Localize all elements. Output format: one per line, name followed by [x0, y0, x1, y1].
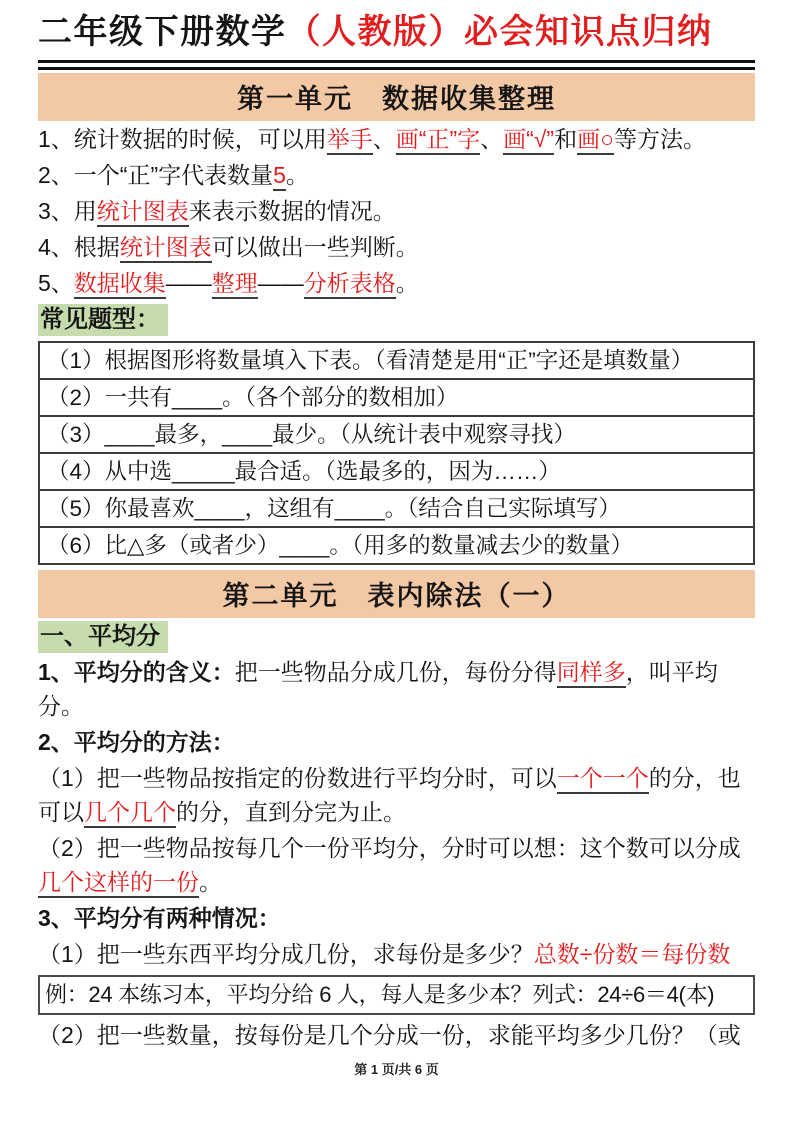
text-segment: 和: [554, 125, 578, 152]
text-segment: 总数÷份数＝每份数: [533, 940, 731, 967]
text-segment: 2、平均分的方法：: [38, 728, 235, 755]
section-heading-average-split: 一、平均分: [38, 621, 168, 653]
text-segment: （1）把一些东西平均分成几份，求每份是多少？: [38, 940, 534, 967]
unit1-banner: 第一单元 数据收集整理: [38, 73, 755, 121]
title-divider: [38, 60, 755, 70]
page-title-black: 二年级下册数学: [38, 13, 287, 51]
text-segment: 5: [273, 162, 286, 191]
text-segment: 的分，直到分完为止。: [176, 798, 406, 825]
table-row: [39, 527, 754, 564]
text-segment: 统计图表: [97, 198, 189, 227]
table-cell: （4）从中选_____最合适。（选最多的，因为……）: [39, 453, 754, 490]
text-segment: 画“√”: [503, 126, 554, 155]
table-cell: （6）比△多（或者少）____。（用多的数量减去少的数量）: [39, 527, 754, 564]
table-row: [39, 379, 754, 416]
text-segment: 4、根据: [38, 233, 120, 260]
common-types-label: 常见题型：: [38, 304, 168, 336]
unit1-item-2: [38, 158, 755, 192]
text-segment: 几个这样的一份: [38, 869, 199, 898]
unit2-paragraph-4: [38, 831, 755, 899]
table-row: [39, 342, 754, 379]
page-title: [38, 10, 755, 56]
unit1-item-1: [38, 122, 755, 156]
section-heading-row: [38, 618, 755, 654]
unit2-paragraph-7: （2）把一些数量，按每份是几个分成一份，求能平均多少几份？（或: [38, 1021, 741, 1048]
table-cell: （5）你最喜欢____，这组有____。（结合自己实际填写）: [39, 490, 754, 527]
table-cell: （3）____最多，____最少。（从统计表中观察寻找）: [39, 416, 754, 453]
unit2-heading-2: [38, 725, 755, 759]
text-segment: 、: [480, 125, 504, 152]
text-segment: 可以做出一些判断。: [211, 233, 419, 260]
table-row: [39, 416, 754, 453]
text-segment: 1、统计数据的时候，可以用: [38, 125, 327, 152]
text-segment: 2、一个“正”字代表数量: [38, 161, 274, 188]
text-segment: （1）把一些物品按指定的份数进行平均分时，可以: [38, 764, 557, 791]
text-segment: 等方法。: [613, 125, 706, 152]
unit2-heading-3: [38, 901, 755, 935]
unit1-item-3: [38, 194, 755, 228]
text-segment: 一个一个: [557, 765, 649, 794]
page-title-red: （人教版）必会知识点归纳: [286, 13, 713, 51]
text-segment: 1、平均分的含义：: [38, 658, 235, 685]
unit1-item-5: [38, 266, 755, 300]
text-segment: （2）把一些物品按每几个一份平均分，分时可以想：这个数可以分成: [38, 834, 741, 861]
table-cell: （2）一共有____。（各个部分的数相加）: [39, 379, 754, 416]
text-segment: 。: [199, 868, 222, 895]
text-segment: 、: [372, 125, 396, 152]
text-segment: 数据收集: [74, 270, 166, 299]
text-segment: 画○: [577, 126, 614, 155]
text-segment: ，叫平均分。: [38, 658, 718, 719]
unit2-paragraph-6: [38, 937, 755, 971]
table-row: [39, 453, 754, 490]
text-segment: 。: [285, 161, 309, 188]
text-segment: 分析表格: [304, 270, 396, 299]
text-segment: 把一些物品分成几份，每份分得: [234, 658, 557, 685]
text-segment: 整理: [212, 270, 258, 299]
text-segment: 。: [395, 269, 419, 296]
unit2-paragraph-1: [38, 655, 755, 723]
unit2-banner: 第二单元 表内除法（一）: [38, 570, 755, 618]
text-segment: 的分，也可以: [38, 764, 741, 825]
text-segment: 同样多: [557, 659, 626, 688]
text-segment: 统计图表: [120, 234, 212, 263]
text-segment: 5、: [38, 269, 74, 296]
unit2-paragraph-3: [38, 761, 755, 829]
text-segment: 来表示数据的情况。: [188, 197, 396, 224]
text-segment: ——: [257, 269, 304, 296]
example-box: 例：24 本练习本，平均分给 6 人，每人是多少本？列式：24÷6＝4(本): [38, 975, 755, 1015]
text-segment: 3、平均分有两种情况：: [38, 904, 281, 931]
text-segment: ——: [165, 269, 212, 296]
table-row: [39, 490, 754, 527]
text-segment: 举手: [327, 126, 373, 155]
page-number: 第 1 页/共 6 页: [354, 1061, 439, 1077]
text-segment: 3、用: [38, 197, 97, 224]
text-segment: 画“正”字: [396, 126, 480, 155]
text-segment: 几个几个: [84, 799, 176, 828]
unit1-item-4: [38, 230, 755, 264]
table-cell: （1）根据图形将数量填入下表。（看清楚是用“正”字还是填数量）: [39, 342, 754, 379]
question-types-table: [38, 341, 755, 565]
common-types-row: [38, 301, 755, 337]
